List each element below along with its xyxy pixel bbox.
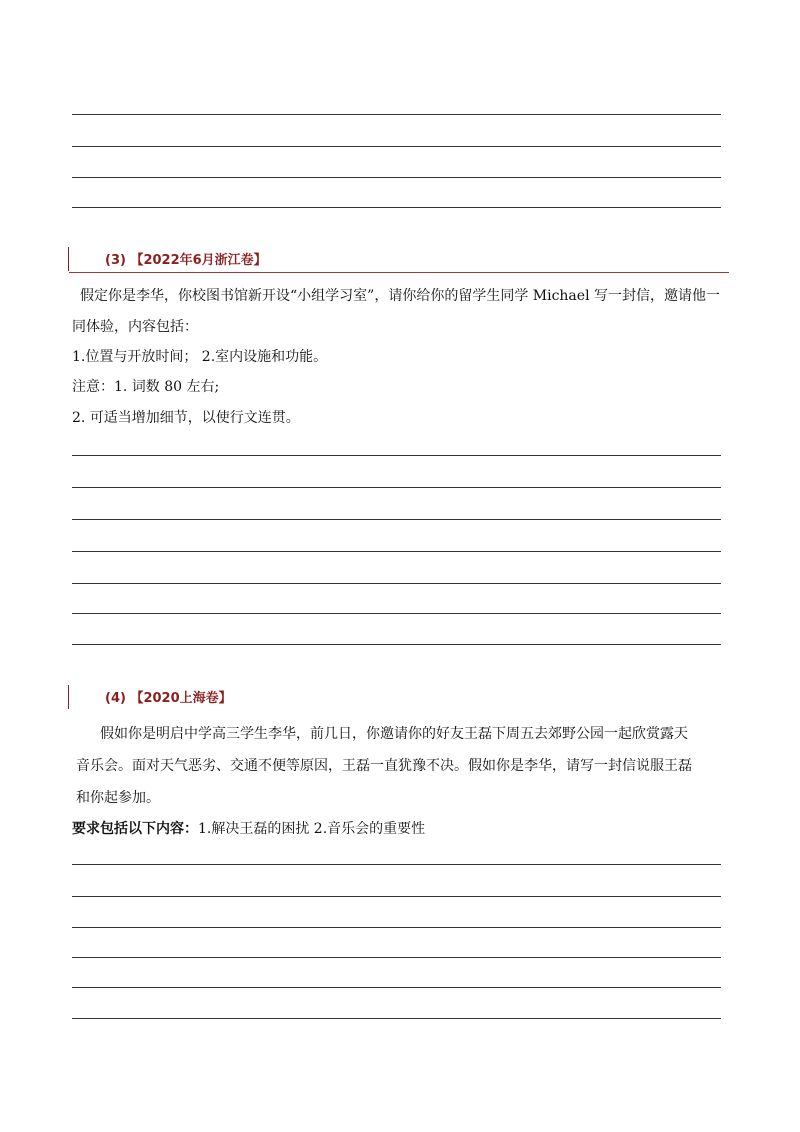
writing-line: [72, 1018, 721, 1019]
writing-line: [72, 207, 721, 208]
section-3-requirements: 1.位置与开放时间； 2.室内设施和功能。: [72, 349, 328, 365]
writing-line: [72, 551, 721, 552]
writing-line: [72, 864, 721, 865]
section-4-prompt-line-1: 假如你是明启中学高三学生李华，前几日，你邀请你的好友王磊下周五去郊野公园一起欣赏露天: [100, 726, 688, 742]
section-4-requirements-text: 1.解决王磊的困扰 2.音乐会的重要性: [198, 821, 426, 837]
section-4-header: [68, 685, 232, 709]
writing-line: [72, 487, 721, 488]
section-3-prompt-line-2: 同体验，内容包括：: [72, 319, 198, 335]
writing-line: [72, 987, 721, 988]
writing-line: [72, 519, 721, 520]
writing-line: [72, 957, 721, 958]
section-3-underline: [69, 272, 729, 273]
section-3-header: [68, 247, 267, 271]
writing-line: [72, 613, 721, 614]
section-4-prompt-line-3: 和你起参加。: [76, 790, 160, 806]
section-4-title: (4) 【2020上海卷】: [105, 691, 232, 706]
writing-line: [72, 114, 721, 115]
writing-line: [72, 146, 721, 147]
section-4-prompt-line-2: 音乐会。面对天气恶劣、交通不便等原因，王磊一直犹豫不决。假如你是李华，请写一封信说服王磊: [76, 758, 692, 774]
writing-line: [72, 896, 721, 897]
writing-line: [72, 927, 721, 928]
section-3-note-2: 2. 可适当增加细节，以使行文连贯。: [72, 410, 300, 426]
section-3-prompt-line-1: 假定你是李华，你校图书馆新开设“小组学习室”，请你给你的留学生同学 Michael 写一封信，邀请他一: [80, 288, 720, 304]
section-4-requirements-label: 要求包括以下内容：: [72, 821, 198, 837]
writing-line: [72, 177, 721, 178]
section-3-title: (3) 【2022年6月浙江卷】: [105, 253, 267, 268]
section-3-note-1: 注意：1. 词数 80 左右;: [72, 379, 220, 395]
section-4-requirements: [72, 820, 425, 838]
writing-line: [72, 583, 721, 584]
writing-line: [72, 644, 721, 645]
writing-line: [72, 455, 721, 456]
